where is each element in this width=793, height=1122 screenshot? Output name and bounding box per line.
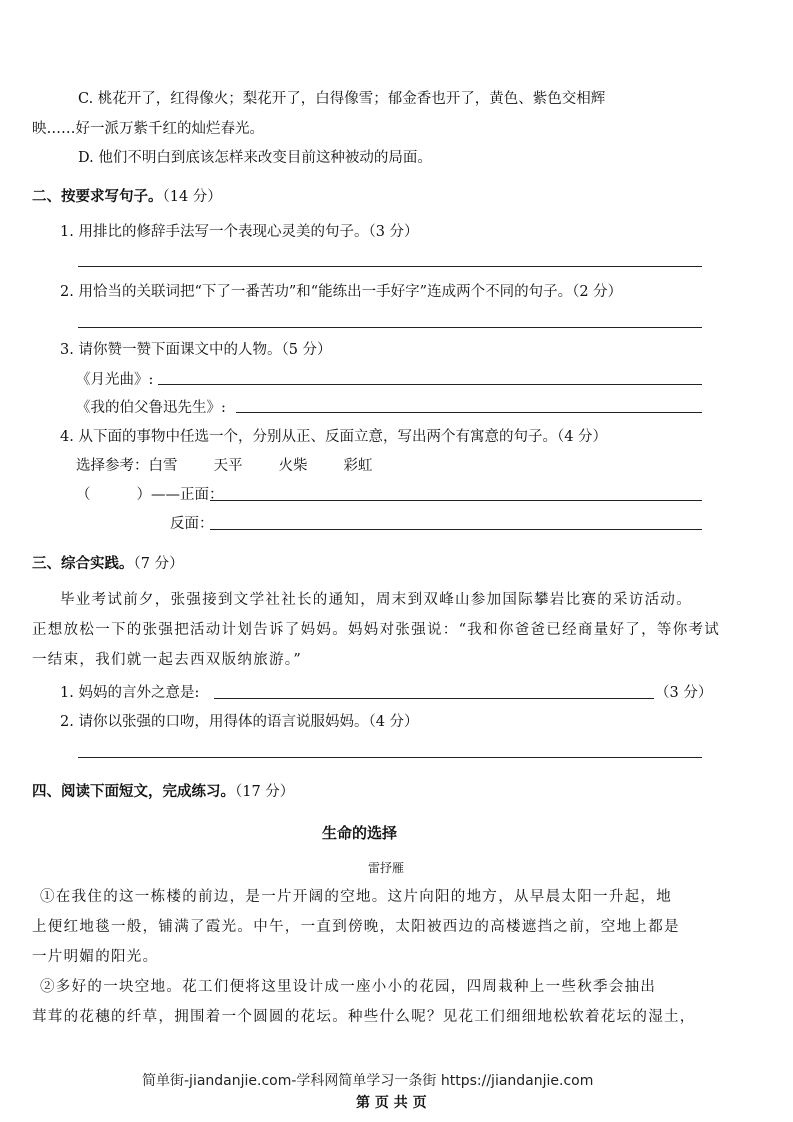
option-c-line-2: 映……好一派万紫千红的灿烂春光。	[32, 121, 264, 137]
answer-line-s3-q1[interactable]	[214, 698, 654, 699]
answer-line-q3-moonlight[interactable]	[158, 384, 702, 385]
section-3-title: 三、综合实践。	[32, 556, 134, 572]
section-3-passage-line-1: 毕业考试前夕，张强接到文学社社长的通知，周末到双峰山参加国际攀岩比赛的采访活动。	[60, 592, 692, 608]
section-3-passage-line-3: 一结束，我们就一起去西双版纳旅游。”	[32, 652, 303, 668]
q3-moonlight-sonata-label: 《月光曲》:	[76, 372, 154, 388]
choice-snow: 白雪	[148, 458, 178, 474]
option-c-line-1: C. 桃花开了，红得像火；梨花开了，白得像雪；郁金香也开了，黄色、紫色交相辉	[78, 91, 606, 107]
section-3-question-1-points: （3 分）	[655, 685, 713, 701]
section-4-heading	[32, 782, 294, 802]
section-2-question-4: 4. 从下面的事物中任选一个，分别从正、反面立意，写出两个有寓意的句子。（4 分）	[60, 429, 608, 445]
q4-front-label: ——正面：	[151, 487, 224, 503]
section-2-question-1: 1. 用排比的修辞手法写一个表现心灵美的句子。（3 分）	[60, 224, 419, 240]
passage-p1-line-3: 一片明媚的阳光。	[32, 949, 159, 965]
section-2-question-3: 3. 请你赞一赞下面课文中的人物。（5 分）	[60, 342, 332, 358]
passage-title: 生命的选择	[322, 824, 398, 842]
section-3-passage-line-2: 正想放松一下的张强把活动计划告诉了妈妈。妈妈对张强说：“我和你爸爸已经商量好了，等你考试	[32, 622, 721, 638]
q4-front-row	[76, 485, 224, 505]
answer-line-q4-back[interactable]	[210, 529, 702, 530]
q4-reference-choices	[76, 456, 409, 476]
section-2-question-2: 2. 用恰当的关联词把“下了一番苦功”和“能练出一手好字”连成两个不同的句子。（2 分）	[60, 284, 623, 300]
section-2-title: 二、按要求写句子。	[32, 189, 163, 205]
q4-paren-close: ）	[136, 487, 151, 503]
q3-uncle-luxun-label: 《我的伯父鲁迅先生》:	[76, 400, 226, 416]
choice-rainbow: 彩虹	[343, 458, 373, 474]
answer-line-q4-front[interactable]	[210, 500, 702, 501]
option-d-line: D. 他们不明白到底该怎样来改变目前这种被动的局面。	[78, 150, 432, 166]
section-4-points: （17 分）	[235, 784, 295, 800]
section-2-heading	[32, 187, 222, 207]
section-3-question-1: 1. 妈妈的言外之意是:	[60, 685, 200, 701]
q4-reference-label: 选择参考：	[76, 458, 149, 474]
answer-line-s3-q2[interactable]	[78, 757, 702, 758]
answer-line-q3-luxun[interactable]	[236, 412, 702, 413]
passage-p2-line-1: ②多好的一块空地。花工们便将这里设计成一座小小的花园，四周栽种上一些秋季会抽出	[40, 979, 657, 995]
answer-line-s2-q1[interactable]	[78, 266, 702, 267]
passage-author: 雷抒雁	[368, 861, 405, 875]
page-number-label: 第 页 共 页	[356, 1095, 427, 1111]
choice-balance: 天平	[213, 458, 243, 474]
passage-p2-line-2: 茸茸的花穗的纤草，拥围着一个圆圆的花坛。种些什么呢？见花工们细细地松软着花坛的湿土，	[32, 1009, 696, 1025]
answer-line-s2-q2[interactable]	[78, 327, 702, 328]
section-4-title: 四、阅读下面短文，完成练习。	[32, 784, 235, 800]
passage-p1-line-1: ①在我住的这一栋楼的前边，是一片开阔的空地。这片向阳的地方，从早晨太阳一升起，地	[40, 889, 672, 905]
q4-paren-open: （	[76, 487, 91, 503]
section-3-question-2: 2. 请你以张强的口吻，用得体的语言说服妈妈。（4 分）	[60, 714, 419, 730]
section-3-points: （7 分）	[133, 556, 184, 572]
section-3-heading	[32, 554, 184, 574]
section-2-points: （14 分）	[162, 189, 222, 205]
q4-back-label: 反面：	[170, 516, 214, 532]
choice-match: 火柴	[278, 458, 308, 474]
passage-p1-line-2: 上便红地毯一般，铺满了霞光。中午，一直到傍晚，太阳被西边的高楼遮挡之前，空地上都是	[32, 919, 680, 935]
footer-watermark: 简单街-jiandanjie.com-学科网简单学习一条街 https://jiandanjie.com	[142, 1073, 594, 1089]
